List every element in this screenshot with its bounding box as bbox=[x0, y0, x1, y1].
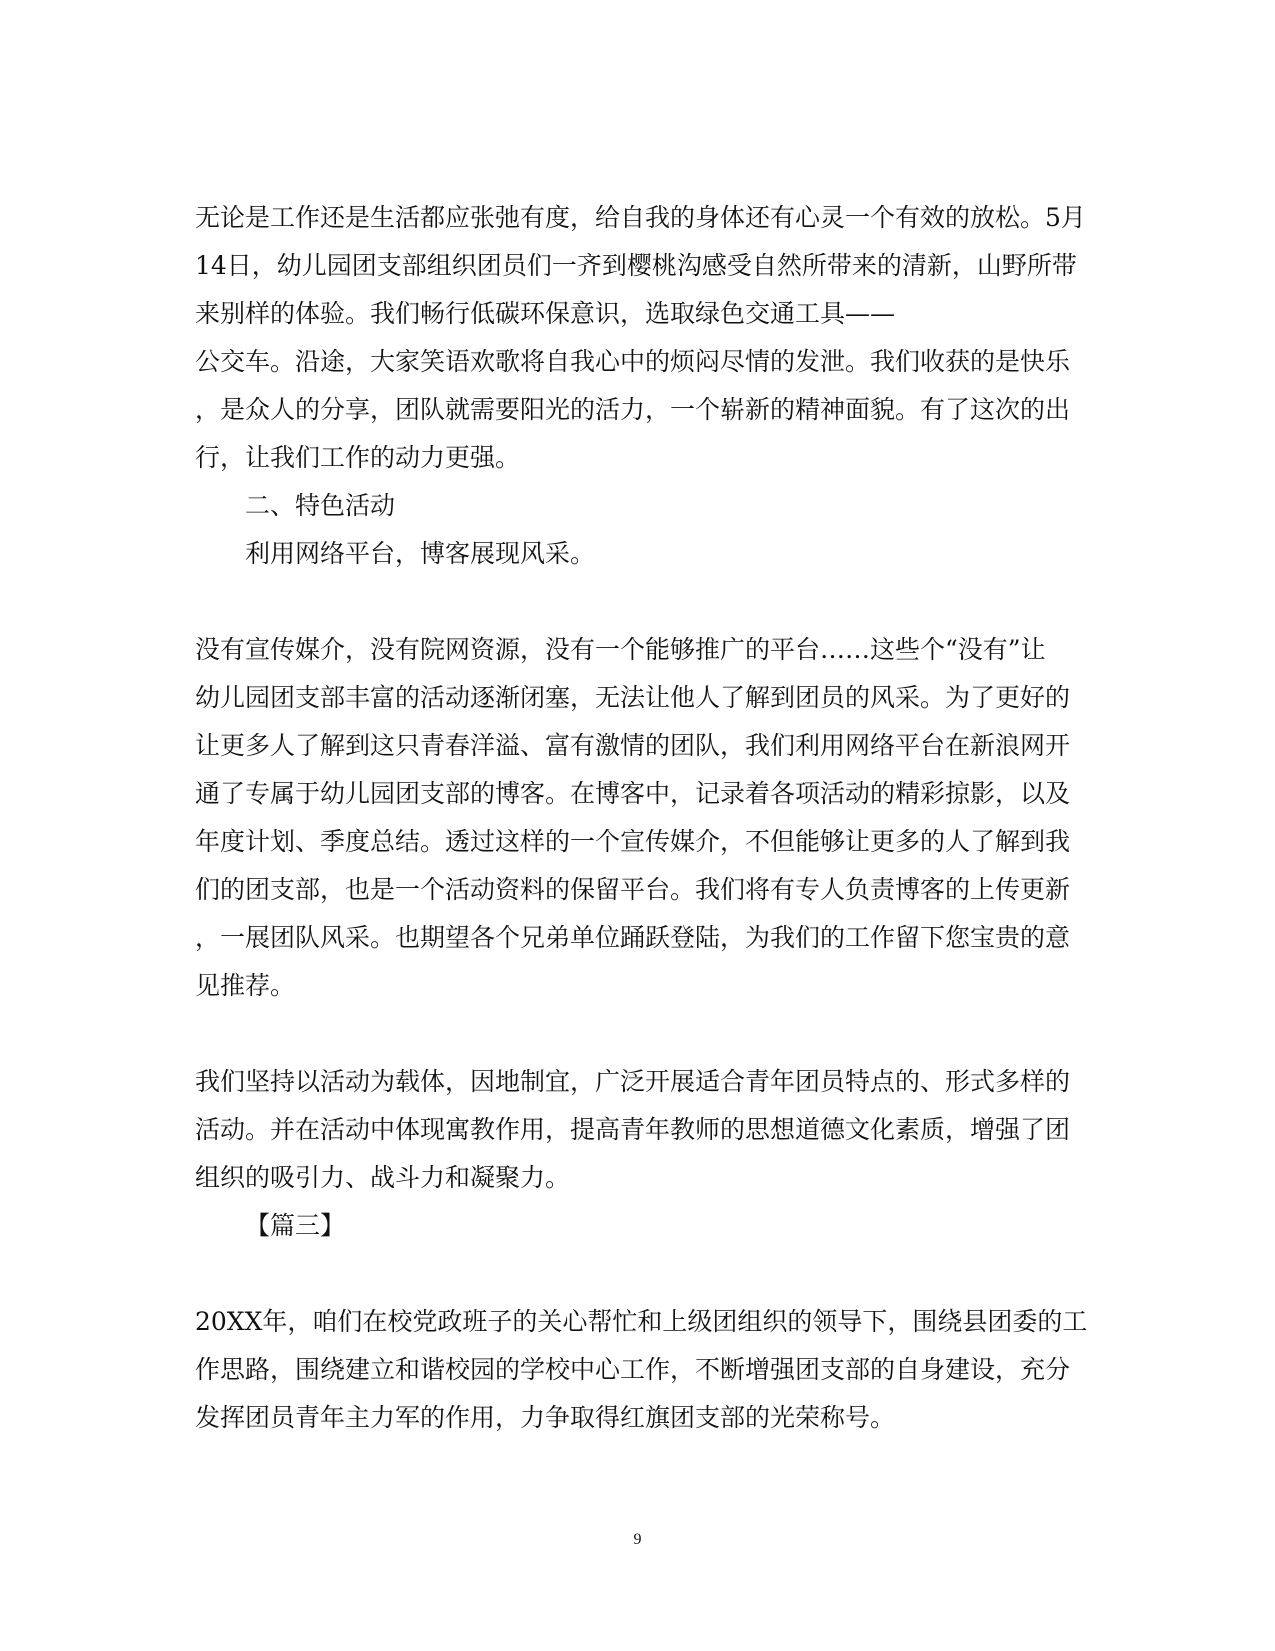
section-2-subheading: 利用网络平台，博客展现风采。 bbox=[245, 539, 596, 568]
section-2-heading: 二、特色活动 bbox=[245, 491, 396, 520]
paragraph-2-line-3: 让更多人了解到这只青春洋溢、富有激情的团队，我们利用网络平台在新浪网开 bbox=[195, 731, 1071, 760]
paragraph-2-line-7: ，一展团队风采。也期望各个兄弟单位踊跃登陆，为我们的工作留下您宝贵的意 bbox=[195, 923, 1071, 952]
paragraph-1-line-2: 14日，幼儿园团支部组织团员们一齐到樱桃沟感受自然所带来的清新，山野所带 bbox=[195, 251, 1077, 280]
paragraph-4-line-3: 发挥团员青年主力军的作用，力争取得红旗团支部的光荣称号。 bbox=[195, 1403, 896, 1432]
paragraph-4-line-2: 作思路，围绕建立和谐校园的学校中心工作，不断增强团支部的自身建设，充分 bbox=[195, 1355, 1071, 1384]
paragraph-1-line-3: 来别样的体验。我们畅行低碳环保意识，选取绿色交通工具—— bbox=[195, 299, 896, 328]
paragraph-3-line-1: 我们坚持以活动为载体，因地制宜，广泛开展适合青年团员特点的、形式多样的 bbox=[195, 1067, 1071, 1096]
paragraph-3-line-3: 组织的吸引力、战斗力和凝聚力。 bbox=[195, 1163, 571, 1192]
paragraph-1-line-6: 行，让我们工作的动力更强。 bbox=[195, 443, 521, 472]
page-number: 9 bbox=[633, 1531, 642, 1548]
paragraph-2-line-4: 通了专属于幼儿园团支部的博客。在博客中，记录着各项活动的精彩掠影，以及 bbox=[195, 779, 1071, 808]
paragraph-2-line-1: 没有宣传媒介，没有院网资源，没有一个能够推广的平台……这些个“没有”让 bbox=[195, 635, 1046, 664]
paragraph-2-line-2: 幼儿园团支部丰富的活动逐渐闭塞，无法让他人了解到团员的风采。为了更好的 bbox=[195, 683, 1071, 712]
paragraph-2-line-8: 见推荐。 bbox=[195, 971, 296, 1000]
paragraph-3-line-2: 活动。并在活动中体现寓教作用，提高青年教师的思想道德文化素质，增强了团 bbox=[195, 1115, 1071, 1144]
paragraph-2-line-6: 们的团支部，也是一个活动资料的保留平台。我们将有专人负责博客的上传更新 bbox=[195, 875, 1071, 904]
section-3-heading: 【篇三】 bbox=[245, 1211, 346, 1240]
paragraph-4-line-1: 20XX年，咱们在校党政班子的关心帮忙和上级团组织的领导下，围绕县团委的工 bbox=[195, 1307, 1088, 1336]
paragraph-1-line-5: ，是众人的分享，团队就需要阳光的活力，一个崭新的精神面貌。有了这次的出 bbox=[195, 395, 1071, 424]
paragraph-1-line-4: 公交车。沿途，大家笑语欢歌将自我心中的烦闷尽情的发泄。我们收获的是快乐 bbox=[195, 347, 1071, 376]
paragraph-2-line-5: 年度计划、季度总结。透过这样的一个宣传媒介，不但能够让更多的人了解到我 bbox=[195, 827, 1071, 856]
paragraph-1-line-1: 无论是工作还是生活都应张弛有度，给自我的身体还有心灵一个有效的放松。5月 bbox=[195, 203, 1086, 232]
